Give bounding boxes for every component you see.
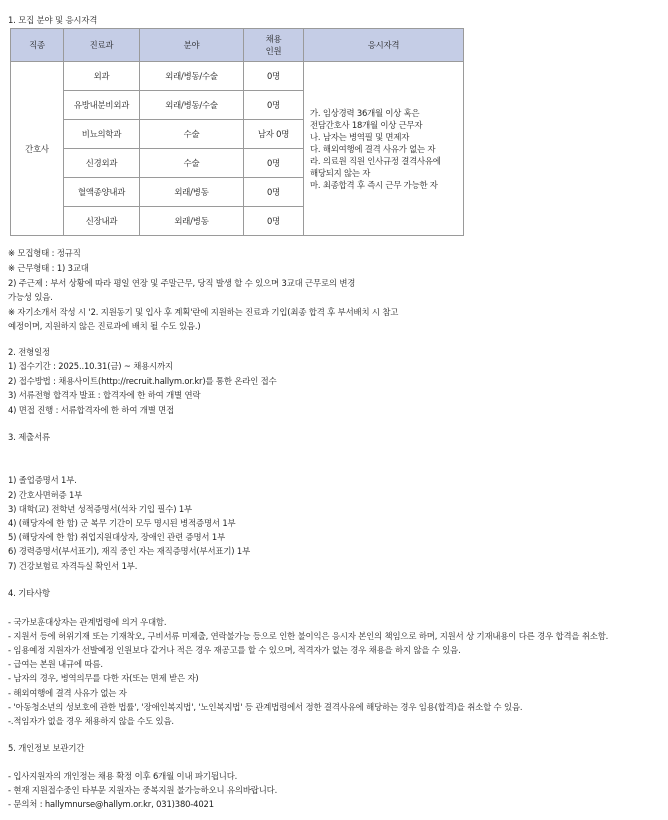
field-cell: 외래/병동/수술 [140, 62, 244, 91]
department-cell: 신경외과 [64, 149, 140, 178]
etc-line: - 국가보훈대상자는 관계법령에 의거 우대함. [8, 617, 167, 627]
section-title-recruitment-fields: 1. 모집 분야 및 응시자격 [8, 15, 98, 25]
field-cell: 외래/병동 [140, 207, 244, 236]
qualification-line: 마. 최종합격 후 즉시 근무 가능한 자 [310, 179, 438, 190]
etc-line: - 해외여행에 결격 사유가 없는 자 [8, 688, 127, 698]
qualification-line: 나. 남자는 병역필 및 면제자 [310, 131, 410, 142]
field-cell: 외래/병동 [140, 178, 244, 207]
recruitment-table [10, 28, 464, 236]
note-line: ※ 모집형태 : 정규직 [8, 248, 81, 258]
schedule-line: 1) 접수기간 : 2025..10.31(금) ~ 채용시까지 [8, 361, 173, 371]
document-line: 6) 경력증명서(부서표기), 재직 중인 자는 재직증명서(부서표기) 1부 [8, 546, 251, 556]
hire-count-cell: 0명 [244, 207, 304, 236]
privacy-line: - 문의처 : hallymnurse@hallym.or.kr, 031)380-4021 [8, 799, 214, 809]
qualifications-cell [304, 62, 464, 236]
privacy-line: - 입사지원자의 개인정는 채용 확정 이후 6개월 이내 파기됩니다. [8, 771, 238, 781]
field-cell: 수술 [140, 120, 244, 149]
section-title-privacy: 5. 개인정보 보관기간 [8, 743, 85, 753]
header-hire-count-line1: 채용 [265, 34, 282, 44]
schedule-line: 3) 서류전형 합격자 발표 : 합격자에 한 하여 개별 연락 [8, 390, 201, 400]
etc-line: - 급여는 본원 내규에 따름. [8, 659, 103, 669]
header-hire-count-line2: 인원 [265, 46, 282, 56]
qualification-line: 가. 임상경력 36개월 이상 혹은 [310, 107, 420, 118]
etc-line: - 지원서 등에 허위기재 또는 기재착오, 구비서류 미제출, 연락불가능 등으로 인한 불이익은 응시자 본인의 책임으로 하며, 지원서 상 기재내용이 다른 경우 합격을 취소함. [8, 631, 609, 641]
hire-count-cell: 0명 [244, 62, 304, 91]
section-title-etc: 4. 기타사항 [8, 588, 50, 598]
note-line: ※ 자기소개서 작성 시 '2. 지원동기 및 입사 후 계획'란에 지원하는 진료과 기입(최종 합격 후 부서배치 시 참고 [8, 307, 399, 317]
job-type-cell: 간호사 [11, 62, 64, 236]
hire-count-cell: 남자 0명 [244, 120, 304, 149]
header-job-type: 직종 [11, 29, 64, 62]
department-cell: 혈액종양내과 [64, 178, 140, 207]
document-line: 3) 대학(교) 전학년 성적증명서(석차 기입 필수) 1부 [8, 504, 192, 514]
department-cell: 신장내과 [64, 207, 140, 236]
document-line: 1) 졸업증명서 1부. [8, 475, 77, 485]
header-department: 진료과 [64, 29, 140, 62]
qualification-line: 전담간호사 18개월 이상 근무자 [310, 119, 423, 130]
table-row [11, 62, 464, 91]
qualification-line: 해당되지 않는 자 [310, 167, 371, 178]
etc-line: - 남자의 경우, 병역의무를 다한 자(또는 면제 받은 자) [8, 673, 199, 683]
note-line: 가능성 있음. [8, 292, 53, 302]
etc-line: - 임용예정 지원자가 선발예정 인원보다 같거나 적은 경우 재공고를 할 수 있으며, 적격자가 없는 경우 채용을 하지 않을 수 있음. [8, 645, 461, 655]
department-cell: 유방내분비외과 [64, 91, 140, 120]
note-line: 2) 주근제 : 부서 상황에 따라 평일 연장 및 주말근무, 당직 발생 할 수 있으며 3교대 근무로의 변경 [8, 278, 356, 288]
note-line: 예정이며, 지원하지 않은 진료과에 배치 될 수도 있음.) [8, 321, 201, 331]
note-line: ※ 근무형태 : 1) 3교대 [8, 263, 89, 273]
document-line: 7) 건강보험료 자격득실 확인서 1부. [8, 561, 138, 571]
document-line: 5) (해당자에 한 함) 취업지원대상자, 장애인 관련 증명서 1부 [8, 532, 226, 542]
field-cell: 수술 [140, 149, 244, 178]
etc-line: - '아동청소년의 성보호에 관한 법률', '장애인복지법', '노인복지법' 등 관계법령에서 정한 결격사유에 해당하는 경우 임용(합격)을 취소할 수 있음. [8, 702, 523, 712]
field-cell: 외래/병동/수술 [140, 91, 244, 120]
department-cell: 비뇨의학과 [64, 120, 140, 149]
table-header-row [11, 29, 464, 62]
header-field: 분야 [140, 29, 244, 62]
header-hire-count [244, 29, 304, 62]
header-qualifications: 응시자격 [304, 29, 464, 62]
document-line: 2) 간호사면허증 1부 [8, 490, 83, 500]
etc-line: -.적임자가 없을 경우 채용하지 않을 수도 있음. [8, 716, 174, 726]
document-line: 4) (해당자에 한 함) 군 복무 기간이 모두 명시된 병적증명서 1부 [8, 518, 236, 528]
hire-count-cell: 0명 [244, 149, 304, 178]
qualification-line: 라. 의료원 직원 인사규정 결격사유에 [310, 155, 441, 166]
hire-count-cell: 0명 [244, 91, 304, 120]
section-title-schedule: 2. 전형일정 [8, 347, 50, 357]
qualification-line: 다. 해외여행에 결격 사유가 없는 자 [310, 143, 436, 154]
hire-count-cell: 0명 [244, 178, 304, 207]
schedule-line: 2) 접수방법 : 채용사이트(http://recruit.hallym.or.kr)를 통한 온라인 접수 [8, 376, 277, 386]
section-title-documents: 3. 제출서류 [8, 432, 50, 442]
privacy-line: - 현재 지원접수중인 타부문 지원자는 중복지원 불가능하오니 유의바랍니다. [8, 785, 278, 795]
schedule-line: 4) 면접 진행 : 서류합격자에 한 하여 개별 면접 [8, 405, 175, 415]
department-cell: 외과 [64, 62, 140, 91]
